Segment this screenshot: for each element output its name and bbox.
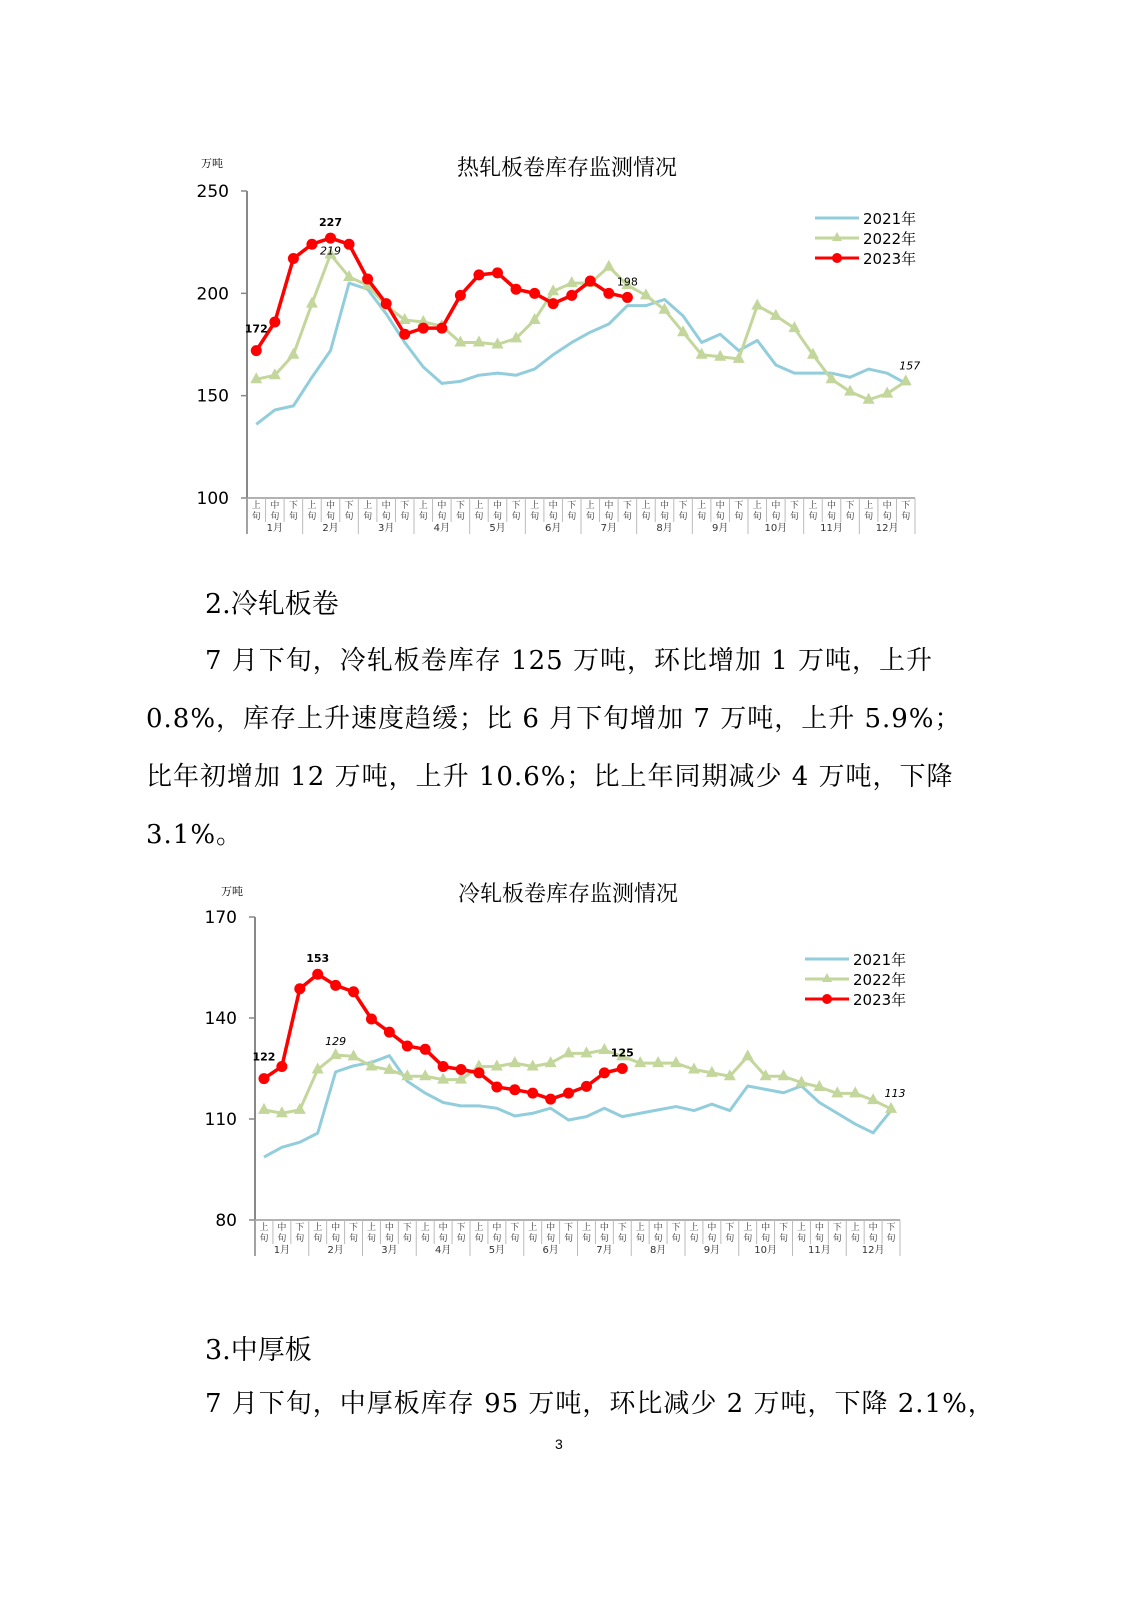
x-period-label: 旬 [868,1234,878,1244]
x-period-label: 旬 [420,1234,430,1244]
x-period-label: 上 [251,501,261,511]
x-period-label: 旬 [789,512,799,522]
x-period-label: 上 [366,1223,376,1233]
x-period-label: 旬 [725,1234,735,1244]
x-period-label: 旬 [313,1234,323,1244]
x-period-label: 旬 [418,512,428,522]
x-period-label: 旬 [438,1234,448,1244]
x-period-label: 上 [420,1223,430,1233]
x-month-label: 7月 [596,1245,613,1256]
x-period-label: 中 [715,501,725,511]
x-period-label: 下 [567,501,577,511]
x-period-label: 旬 [528,1234,538,1244]
legend-label: 2022年 [853,971,907,989]
x-period-label: 旬 [546,1234,556,1244]
x-period-label: 下 [725,1223,735,1233]
x-month-label: 10月 [754,1245,777,1256]
marker-circle [509,1084,520,1095]
x-period-label: 旬 [832,1234,842,1244]
marker-circle [258,1073,269,1084]
marker-circle [348,986,359,997]
marker-circle [276,1061,287,1072]
x-period-label: 中 [270,501,280,511]
x-period-label: 旬 [492,512,503,522]
x-period-label: 上 [474,501,484,511]
marker-circle [563,1088,574,1099]
section-heading-cold-rolled: 2.冷轧板卷 [205,589,339,620]
data-label: 129 [325,1035,347,1049]
x-period-label: 旬 [678,512,688,522]
marker-circle [545,1094,556,1105]
marker-triangle [294,1103,306,1114]
marker-triangle [258,1103,270,1114]
y-tick-label: 80 [215,1211,237,1231]
x-period-label: 旬 [259,1234,269,1244]
data-label: 227 [319,216,342,230]
marker-triangle [598,1043,610,1054]
x-period-label: 中 [826,501,837,511]
x-period-label: 上 [743,1223,753,1233]
x-period-label: 中 [659,501,670,511]
paragraph-line: 3.1%。 [146,820,244,850]
x-month-label: 5月 [488,1245,506,1256]
x-period-label: 下 [456,1223,466,1233]
x-period-label: 旬 [796,1234,806,1244]
x-period-label: 上 [585,501,595,511]
x-period-label: 旬 [901,512,911,522]
x-period-label: 旬 [402,1234,412,1244]
marker-circle [617,1063,628,1074]
x-month-label: 4月 [434,1245,452,1256]
x-period-label: 旬 [437,512,447,522]
x-period-label: 旬 [288,512,298,522]
x-period-label: 旬 [564,1234,574,1244]
x-period-label: 旬 [707,1234,717,1244]
x-period-label: 上 [864,501,874,511]
x-period-label: 旬 [641,512,651,522]
x-month-label: 7月 [600,523,618,534]
x-period-label: 旬 [886,1234,896,1244]
marker-circle [599,1067,610,1078]
x-period-label: 旬 [734,512,744,522]
x-period-label: 旬 [622,512,632,522]
marker-circle [294,983,305,994]
marker-circle [581,1081,592,1092]
x-period-label: 旬 [743,1234,753,1244]
x-period-label: 中 [325,501,336,511]
marker-circle [527,1088,538,1099]
x-period-label: 旬 [474,1234,484,1244]
x-period-label: 下 [510,1223,520,1233]
x-month-label: 6月 [542,1245,559,1256]
x-month-label: 10月 [764,523,788,534]
marker-circle [312,969,323,980]
marker-triangle [330,1048,342,1059]
x-period-label: 旬 [864,512,874,522]
x-month-label: 3月 [377,523,395,534]
data-label: 219 [320,244,341,258]
paragraph-line: 7 月下旬，中厚板库存 95 万吨，环比减少 2 万吨，下降 2.1%， [205,1389,995,1419]
x-period-label: 旬 [581,1234,591,1244]
x-period-label: 下 [845,501,855,511]
x-period-label: 上 [530,501,540,511]
x-period-label: 上 [752,501,762,511]
legend-label: 2023年 [853,991,907,1009]
data-label: 122 [252,1050,276,1064]
x-period-label: 上 [418,501,428,511]
x-period-label: 中 [761,1223,771,1233]
x-period-label: 旬 [492,1234,502,1244]
legend-marker-circle [822,994,832,1004]
marker-triangle [742,1049,754,1060]
x-period-label: 中 [868,1223,878,1233]
x-period-label: 上 [796,1223,806,1233]
x-period-label: 旬 [363,512,373,522]
x-month-label: 11月 [820,523,843,534]
x-period-label: 旬 [715,512,725,522]
x-period-label: 旬 [295,1234,305,1244]
x-period-label: 中 [771,501,781,511]
x-period-label: 旬 [277,1234,287,1244]
x-period-label: 旬 [882,512,892,522]
x-period-label: 下 [617,1223,627,1233]
x-period-label: 下 [901,501,911,511]
x-period-label: 上 [641,501,651,511]
x-month-label: 9月 [703,1245,721,1256]
x-period-label: 旬 [814,1234,824,1244]
x-period-label: 下 [734,501,744,511]
data-label: 198 [616,275,638,289]
x-period-label: 下 [779,1223,789,1233]
x-period-label: 上 [689,1223,699,1233]
x-period-label: 中 [381,501,391,511]
x-month-label: 11月 [808,1245,831,1256]
chart-title: 热轧板卷库存监测情况 [456,156,678,181]
y-tick-label: 170 [204,908,237,928]
x-period-label: 旬 [251,512,261,522]
x-period-label: 上 [697,501,707,511]
y-tick-label: 200 [196,284,229,305]
x-period-label: 下 [349,1223,359,1233]
marker-circle [384,1027,395,1038]
x-period-label: 上 [850,1223,860,1233]
x-period-label: 旬 [511,512,521,522]
x-period-label: 旬 [671,1234,681,1244]
y-axis-unit-label: 万吨 [201,157,223,170]
x-period-label: 旬 [659,512,670,522]
legend-label: 2022年 [863,230,917,248]
x-period-label: 下 [400,501,410,511]
marker-triangle [509,1056,521,1067]
section-heading-plate: 3.中厚板 [205,1335,312,1366]
x-month-label: 3月 [381,1245,398,1256]
x-period-label: 旬 [850,1234,860,1244]
x-period-label: 旬 [455,512,465,522]
x-period-label: 旬 [617,1234,627,1244]
x-period-label: 中 [331,1223,341,1233]
x-period-label: 旬 [384,1234,394,1244]
x-period-label: 旬 [585,512,595,522]
x-period-label: 中 [653,1223,663,1233]
x-period-label: 上 [528,1223,538,1233]
page-number: 3 [555,1436,563,1452]
legend-label: 2021年 [863,210,917,228]
x-month-label: 6月 [544,523,562,534]
x-period-label: 旬 [771,512,781,522]
data-label: 113 [884,1086,906,1100]
x-period-label: 旬 [779,1234,789,1244]
x-period-label: 下 [402,1223,412,1233]
x-period-label: 中 [599,1223,609,1233]
x-period-label: 旬 [349,1234,359,1244]
x-month-label: 8月 [656,523,673,534]
x-month-label: 4月 [433,523,451,534]
x-period-label: 中 [814,1223,824,1233]
x-period-label: 中 [882,501,892,511]
data-label: 172 [244,322,268,336]
x-period-label: 旬 [325,512,336,522]
x-period-label: 旬 [689,1234,699,1244]
x-period-label: 旬 [761,1234,771,1244]
x-period-label: 中 [707,1223,717,1233]
x-period-label: 中 [546,1223,556,1233]
x-period-label: 中 [492,1223,502,1233]
x-period-label: 中 [384,1223,394,1233]
x-period-label: 下 [344,501,354,511]
x-period-label: 旬 [400,512,410,522]
x-period-label: 下 [455,501,465,511]
marker-circle [456,1064,467,1075]
x-period-label: 旬 [530,512,540,522]
x-month-label: 1月 [266,523,284,534]
y-tick-label: 110 [204,1110,237,1130]
legend-label: 2023年 [863,250,917,268]
x-period-label: 中 [492,501,503,511]
x-period-label: 下 [886,1223,896,1233]
y-tick-label: 140 [204,1009,237,1029]
x-period-label: 旬 [826,512,837,522]
x-period-label: 旬 [653,1234,663,1244]
x-month-label: 9月 [711,523,729,534]
marker-circle [491,1082,502,1093]
y-tick-label: 150 [196,386,229,407]
marker-circle [438,1061,449,1072]
x-period-label: 旬 [270,512,280,522]
series-line-2021年 [264,1056,891,1157]
x-month-label: 12月 [861,1245,885,1256]
x-period-label: 旬 [381,512,391,522]
x-period-label: 上 [808,501,818,511]
x-period-label: 旬 [635,1234,645,1244]
x-period-label: 上 [363,501,373,511]
y-tick-label: 250 [196,182,229,202]
x-period-label: 旬 [845,512,855,522]
legend-label: 2021年 [853,951,907,969]
x-period-label: 下 [511,501,521,511]
marker-circle [420,1044,431,1055]
x-period-label: 中 [548,501,558,511]
x-period-label: 旬 [567,512,577,522]
x-month-label: 2月 [327,1245,344,1256]
x-period-label: 下 [288,501,298,511]
x-month-label: 1月 [273,1245,291,1256]
x-period-label: 旬 [697,512,707,522]
x-period-label: 旬 [307,512,317,522]
x-period-label: 中 [437,501,447,511]
x-period-label: 旬 [344,512,354,522]
x-period-label: 旬 [331,1234,341,1244]
x-period-label: 中 [277,1223,287,1233]
x-period-label: 上 [635,1223,645,1233]
marker-circle [366,1014,377,1025]
marker-circle [402,1040,413,1051]
x-period-label: 旬 [366,1234,376,1244]
x-period-label: 上 [313,1223,323,1233]
x-period-label: 上 [259,1223,269,1233]
x-month-label: 5月 [489,523,506,534]
x-month-label: 12月 [875,523,899,534]
x-period-label: 旬 [599,1234,609,1244]
paragraph-line: 比年初增加 12 万吨，上升 10.6%；比上年同期减少 4 万吨，下降 [146,762,954,792]
x-period-label: 旬 [548,512,558,522]
x-period-label: 旬 [604,512,614,522]
x-period-label: 下 [678,501,688,511]
x-period-label: 旬 [510,1234,520,1244]
marker-circle [330,980,341,991]
x-period-label: 旬 [808,512,818,522]
x-period-label: 下 [622,501,632,511]
x-period-label: 旬 [752,512,762,522]
x-period-label: 下 [789,501,799,511]
paragraph-line: 7 月下旬，冷轧板卷库存 125 万吨，环比增加 1 万吨，上升 [205,646,934,676]
marker-circle [473,1067,484,1078]
x-period-label: 上 [474,1223,484,1233]
x-period-label: 上 [581,1223,591,1233]
x-month-label: 2月 [322,523,339,534]
x-month-label: 8月 [649,1245,667,1256]
chart-title: 冷轧板卷库存监测情况 [457,882,679,907]
x-period-label: 中 [438,1223,448,1233]
data-label: 157 [899,359,921,373]
data-label: 153 [306,952,330,966]
x-period-label: 下 [832,1223,842,1233]
y-tick-label: 100 [196,489,229,509]
x-period-label: 旬 [474,512,484,522]
x-period-label: 旬 [456,1234,466,1244]
x-period-label: 下 [564,1223,574,1233]
x-period-label: 下 [295,1223,305,1233]
data-label: 125 [610,1046,634,1060]
x-period-label: 下 [671,1223,681,1233]
x-period-label: 上 [307,501,317,511]
y-axis-unit-label: 万吨 [221,885,243,898]
x-period-label: 中 [604,501,614,511]
paragraph-line: 0.8%，库存上升速度趋缓；比 6 月下旬增加 7 万吨，上升 5.9%； [146,704,962,734]
